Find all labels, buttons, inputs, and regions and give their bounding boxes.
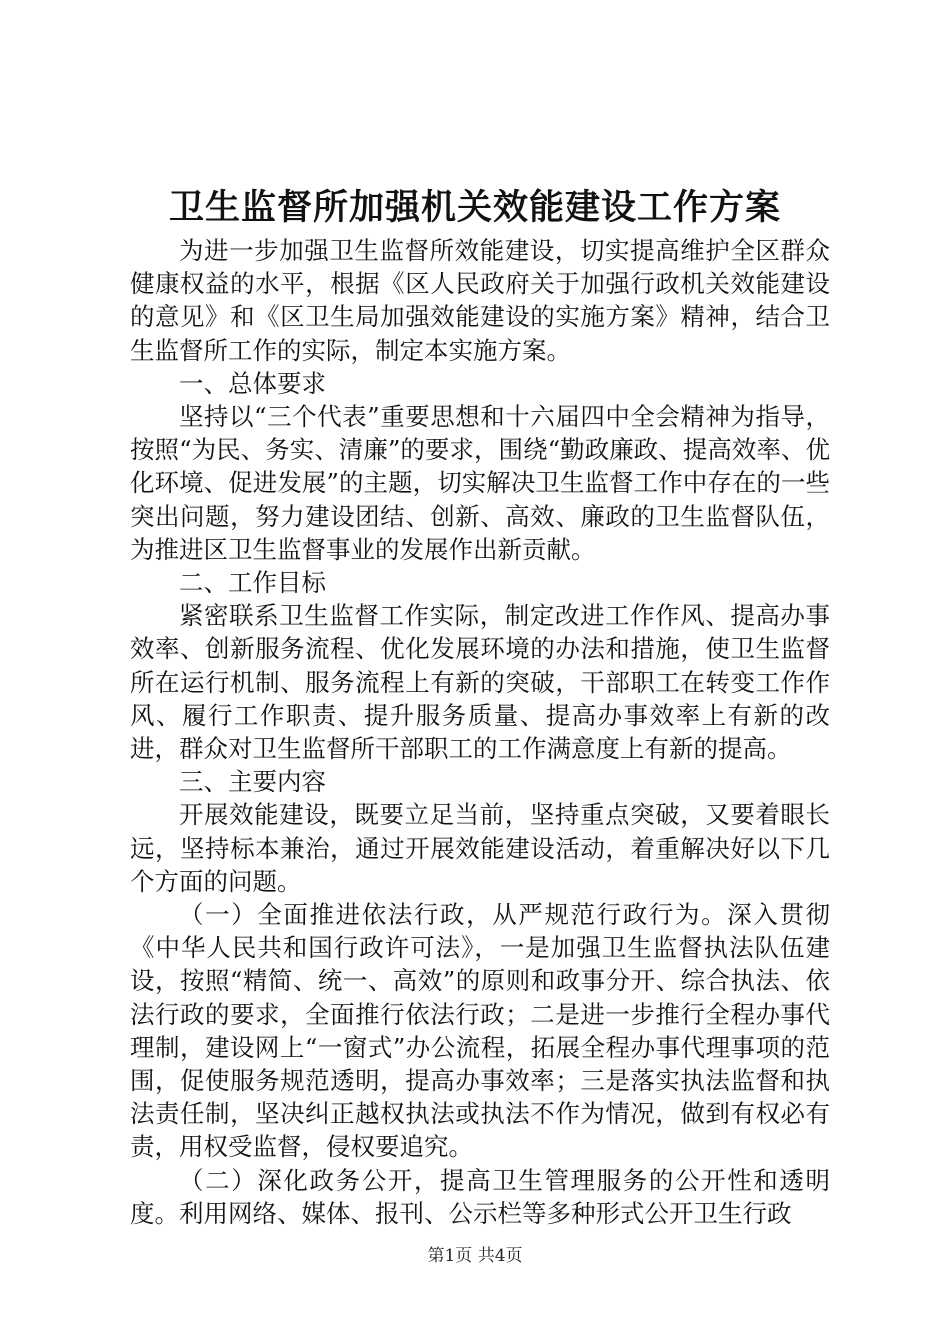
section-paragraph-main-content: 开展效能建设，既要立足当前，坚持重点突破，又要着眼长远，坚持标本兼治，通过开展效能建设活动，着重解决好以下几个方面的问题。 xyxy=(130,800,830,896)
page-number-footer: 第1页 共4页 xyxy=(427,1246,523,1266)
section-heading-overall-requirements: 一、总体要求 xyxy=(179,368,326,398)
section-heading-work-goals: 二、工作目标 xyxy=(179,568,326,598)
document-body xyxy=(130,234,830,1230)
intro-paragraph: 为进一步加强卫生监督所效能建设，切实提高维护全区群众健康权益的水平，根据《区人民政府关于加强行政机关效能建设的意见》和《区卫生局加强效能建设的实施方案》精神，结合卫生监督所工作的实际，制定本实施方案。 xyxy=(130,236,830,365)
section-paragraph-overall-requirements: 坚持以“三个代表”重要思想和十六届四中全会精神为指导，按照“为民、务实、清廉”的要求，围绕“勤政廉政、提高效率、优化环境、促进发展”的主题，切实解决卫生监督工作中存在的一些突出问题，努力建设团结、创新、高效、廉政的卫生监督队伍，为推进区卫生监督事业的发展作出新贡献。 xyxy=(130,402,830,564)
section-heading-main-content: 三、主要内容 xyxy=(179,767,326,797)
list-item-paragraph-1: （一）全面推进依法行政，从严规范行政行为。深入贯彻《中华人民共和国行政许可法》，一是加强卫生监督执法队伍建设，按照“精简、统一、高效”的原则和政事分开、综合执法、依法行政的要求，全面推行依法行政；二是进一步推行全程办事代理制，建设网上“一窗式”办公流程，拓展全程办事代理事项的范围，促使服务规范透明，提高办事效率；三是落实执法监督和执法责任制，坚决纠正越权执法或执法不作为情况，做到有权必有责，用权受监督，侵权要追究。 xyxy=(130,900,830,1162)
list-item-paragraph-2: （二）深化政务公开，提高卫生管理服务的公开性和透明度。利用网络、媒体、报刊、公示栏等多种形式公开卫生行政 xyxy=(130,1165,830,1228)
section-paragraph-work-goals: 紧密联系卫生监督工作实际，制定改进工作作风、提高办事效率、创新服务流程、优化发展环境的办法和措施，使卫生监督所在运行机制、服务流程上有新的突破，干部职工在转变工作作风、履行工作职责、提升服务质量、提高办事效率上有新的改进，群众对卫生监督所干部职工的工作满意度上有新的提高。 xyxy=(130,601,830,764)
document-title: 卫生监督所加强机关效能建设工作方案 xyxy=(168,187,781,228)
